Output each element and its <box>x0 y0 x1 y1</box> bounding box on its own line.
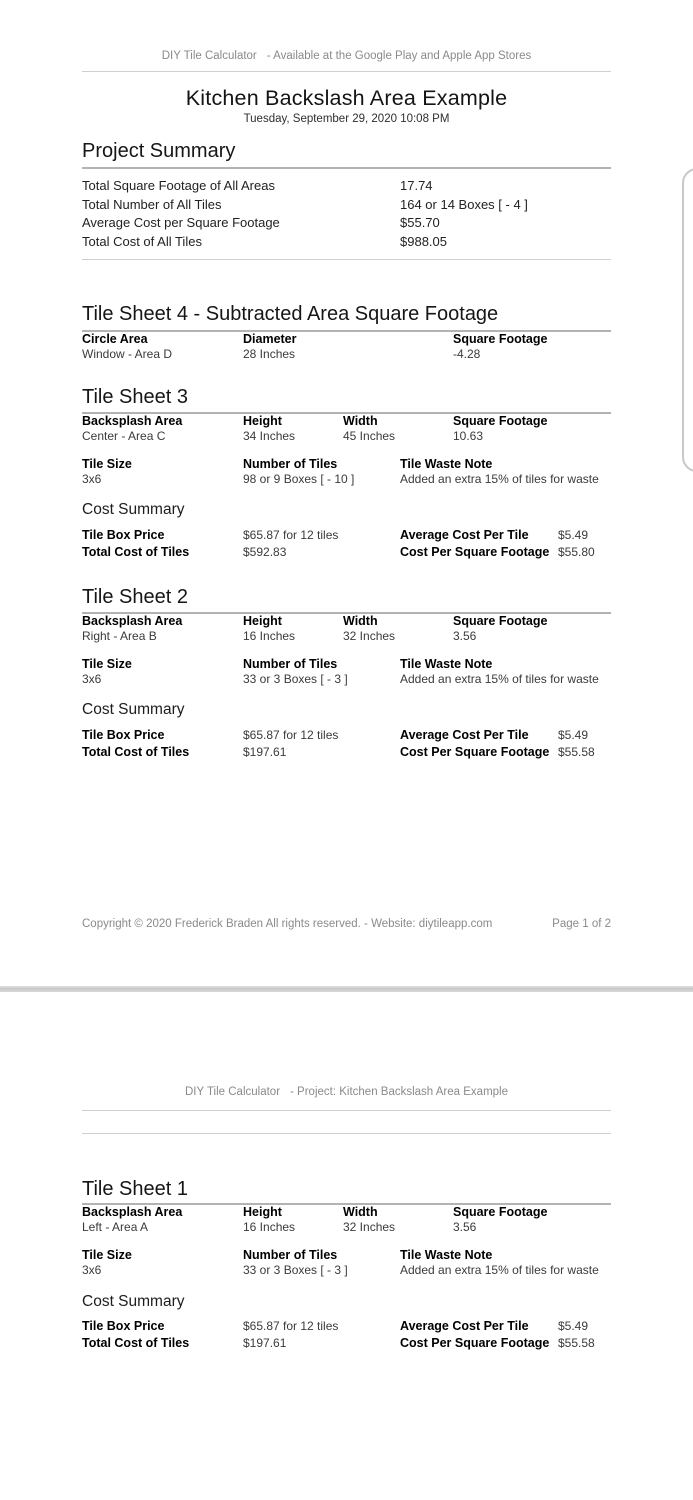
col-tile-size: Tile Size <box>82 657 132 671</box>
label-total-cost-of-tiles: Total Cost of Tiles <box>82 1336 190 1350</box>
value-tile-waste-note: Added an extra 15% of tiles for waste <box>400 672 599 686</box>
tile-sheet-1-heading: Tile Sheet 1 <box>82 1178 188 1200</box>
col-tile-size: Tile Size <box>82 457 132 471</box>
value-backsplash-area: Right - Area B <box>82 629 157 643</box>
col-backsplash-area: Backsplash Area <box>82 1205 183 1219</box>
value-number-of-tiles: 98 or 9 Boxes [ - 10 ] <box>243 472 355 486</box>
header-subtitle: - Available at the Google Play and Apple App Stores <box>266 50 532 62</box>
col-tile-waste-note: Tile Waste Note <box>400 657 493 671</box>
value-cost-per-square-footage: $55.80 <box>558 545 595 559</box>
report-date: Tuesday, September 29, 2020 10:08 PM <box>243 113 450 125</box>
value-tile-size: 3x6 <box>82 472 102 486</box>
value-backsplash-area: Center - Area C <box>82 429 166 443</box>
tile-sheet-4-header-row <box>82 332 611 346</box>
summary-row <box>82 197 611 212</box>
summary-row <box>82 234 611 249</box>
tile-sheet-3-tile-value-row <box>82 472 611 486</box>
col-number-of-tiles: Number of Tiles <box>243 1248 338 1262</box>
value-height: 16 Inches <box>243 1220 296 1234</box>
col-width: Width <box>343 414 378 428</box>
page-footer <box>82 918 611 930</box>
col-width: Width <box>343 1205 378 1219</box>
project-summary-heading: Project Summary <box>82 140 236 162</box>
summary-label: Total Square Footage of All Areas <box>82 178 275 193</box>
tile-sheet-3-tile-header-row <box>82 457 611 471</box>
app-name: DIY Tile Calculator <box>161 50 257 62</box>
cost-summary-row <box>82 745 611 759</box>
tile-sheet-2-area-header-row <box>82 614 611 628</box>
copyright-text: Copyright © 2020 Frederick Braden All rights reserved. - Website: diytileapp.com <box>82 918 493 930</box>
value-average-cost-per-tile: $5.49 <box>558 728 589 742</box>
pdf-page-2 <box>0 992 693 1500</box>
page-number: Page 1 of 2 <box>552 918 611 930</box>
value-tile-size: 3x6 <box>82 672 102 686</box>
cost-summary-row <box>82 1319 611 1333</box>
cost-summary-heading: Cost Summary <box>82 501 185 518</box>
tile-sheet-3-area-header-row <box>82 414 611 428</box>
value-number-of-tiles: 33 or 3 Boxes [ - 3 ] <box>243 1263 348 1277</box>
cost-summary-row <box>82 528 611 542</box>
value-average-cost-per-tile: $5.49 <box>558 1319 589 1333</box>
value-width: 32 Inches <box>343 629 396 643</box>
label-tile-box-price: Tile Box Price <box>82 728 165 742</box>
value-cost-per-square-footage: $55.58 <box>558 745 595 759</box>
value-square-footage: 10.63 <box>453 429 484 443</box>
header-subtitle: - Project: Kitchen Backslash Area Example <box>290 1086 508 1098</box>
col-backsplash-area: Backsplash Area <box>82 614 183 628</box>
col-tile-size: Tile Size <box>82 1248 132 1262</box>
value-tile-box-price: $65.87 for 12 tiles <box>243 728 339 742</box>
tile-sheet-2-tile-value-row <box>82 672 611 686</box>
summary-label: Total Number of All Tiles <box>82 196 222 212</box>
summary-value: $988.05 <box>400 233 447 249</box>
tile-sheet-3-heading: Tile Sheet 3 <box>82 386 188 408</box>
col-number-of-tiles: Number of Tiles <box>243 457 338 471</box>
summary-row <box>82 178 611 193</box>
label-total-cost-of-tiles: Total Cost of Tiles <box>82 545 190 559</box>
value-tile-box-price: $65.87 for 12 tiles <box>243 1319 339 1333</box>
app-name: DIY Tile Calculator <box>185 1086 281 1098</box>
label-cost-per-square-footage: Cost Per Square Footage <box>400 545 550 559</box>
value-total-cost-of-tiles: $197.61 <box>243 1336 287 1350</box>
value-tile-box-price: $65.87 for 12 tiles <box>243 528 339 542</box>
value-backsplash-area: Left - Area A <box>82 1220 149 1234</box>
tile-sheet-1-tile-value-row <box>82 1263 611 1277</box>
value-circle-area: Window - Area D <box>82 347 173 361</box>
col-tile-waste-note: Tile Waste Note <box>400 457 493 471</box>
header-rule <box>82 1110 611 1111</box>
col-circle-area: Circle Area <box>82 332 148 346</box>
tile-sheet-1-tile-header-row <box>82 1248 611 1262</box>
col-square-footage: Square Footage <box>453 332 548 346</box>
label-tile-box-price: Tile Box Price <box>82 1319 165 1333</box>
value-width: 45 Inches <box>343 429 396 443</box>
value-square-footage: -4.28 <box>453 347 481 361</box>
tile-sheet-2-tile-header-row <box>82 657 611 671</box>
value-average-cost-per-tile: $5.49 <box>558 528 589 542</box>
value-diameter: 28 Inches <box>243 347 296 361</box>
project-summary-rule <box>82 167 611 169</box>
value-square-footage: 3.56 <box>453 1220 477 1234</box>
tile-sheet-2-heading: Tile Sheet 2 <box>82 586 188 608</box>
label-average-cost-per-tile: Average Cost Per Tile <box>400 728 529 742</box>
value-square-footage: 3.56 <box>453 629 477 643</box>
summary-value: $55.70 <box>400 215 440 230</box>
tile-sheet-1-area-header-row <box>82 1205 611 1219</box>
cost-summary-row <box>82 728 611 742</box>
cost-summary-heading: Cost Summary <box>82 701 185 718</box>
label-cost-per-square-footage: Cost Per Square Footage <box>400 1336 550 1350</box>
label-total-cost-of-tiles: Total Cost of Tiles <box>82 745 190 759</box>
label-average-cost-per-tile: Average Cost Per Tile <box>400 1319 529 1333</box>
value-height: 34 Inches <box>243 429 296 443</box>
col-diameter: Diameter <box>243 332 297 346</box>
report-header <box>0 50 693 62</box>
value-total-cost-of-tiles: $592.83 <box>243 545 287 559</box>
col-square-footage: Square Footage <box>453 1205 548 1219</box>
col-width: Width <box>343 614 378 628</box>
col-height: Height <box>243 1205 282 1219</box>
summary-row <box>82 215 611 230</box>
report-date-row <box>0 113 693 125</box>
col-height: Height <box>243 614 282 628</box>
value-cost-per-square-footage: $55.58 <box>558 1336 595 1350</box>
summary-label: Average Cost per Square Footage <box>82 215 280 230</box>
value-height: 16 Inches <box>243 629 296 643</box>
tile-sheet-3-area-value-row <box>82 429 611 443</box>
header-rule <box>82 71 611 72</box>
value-tile-waste-note: Added an extra 15% of tiles for waste <box>400 1263 599 1277</box>
tile-sheet-4-heading: Tile Sheet 4 - Subtracted Area Square Footage <box>82 303 499 325</box>
value-tile-size: 3x6 <box>82 1263 102 1277</box>
project-summary-bottom-rule <box>82 259 611 260</box>
report-title-row <box>0 86 693 111</box>
cost-summary-row <box>82 545 611 559</box>
scrollbar-thumb[interactable] <box>682 168 693 472</box>
col-square-footage: Square Footage <box>453 614 548 628</box>
summary-value: 17.74 <box>400 178 433 193</box>
col-tile-waste-note: Tile Waste Note <box>400 1248 493 1262</box>
value-total-cost-of-tiles: $197.61 <box>243 745 287 759</box>
value-tile-waste-note: Added an extra 15% of tiles for waste <box>400 472 599 486</box>
report-header <box>0 1086 693 1098</box>
secondary-rule <box>82 1133 611 1134</box>
tile-sheet-1-area-value-row <box>82 1220 611 1234</box>
summary-label: Total Cost of All Tiles <box>82 233 202 249</box>
label-tile-box-price: Tile Box Price <box>82 528 165 542</box>
cost-summary-heading: Cost Summary <box>82 1293 185 1310</box>
tile-sheet-2-area-value-row <box>82 629 611 643</box>
summary-value: 164 or 14 Boxes [ - 4 ] <box>400 196 528 212</box>
col-backsplash-area: Backsplash Area <box>82 414 183 428</box>
report-title: Kitchen Backslash Area Example <box>185 86 508 110</box>
value-width: 32 Inches <box>343 1220 396 1234</box>
cost-summary-row <box>82 1336 611 1350</box>
label-cost-per-square-footage: Cost Per Square Footage <box>400 745 550 759</box>
value-number-of-tiles: 33 or 3 Boxes [ - 3 ] <box>243 672 348 686</box>
tile-sheet-4-value-row <box>82 347 611 361</box>
label-average-cost-per-tile: Average Cost Per Tile <box>400 528 529 542</box>
col-square-footage: Square Footage <box>453 414 548 428</box>
col-number-of-tiles: Number of Tiles <box>243 657 338 671</box>
col-height: Height <box>243 414 282 428</box>
